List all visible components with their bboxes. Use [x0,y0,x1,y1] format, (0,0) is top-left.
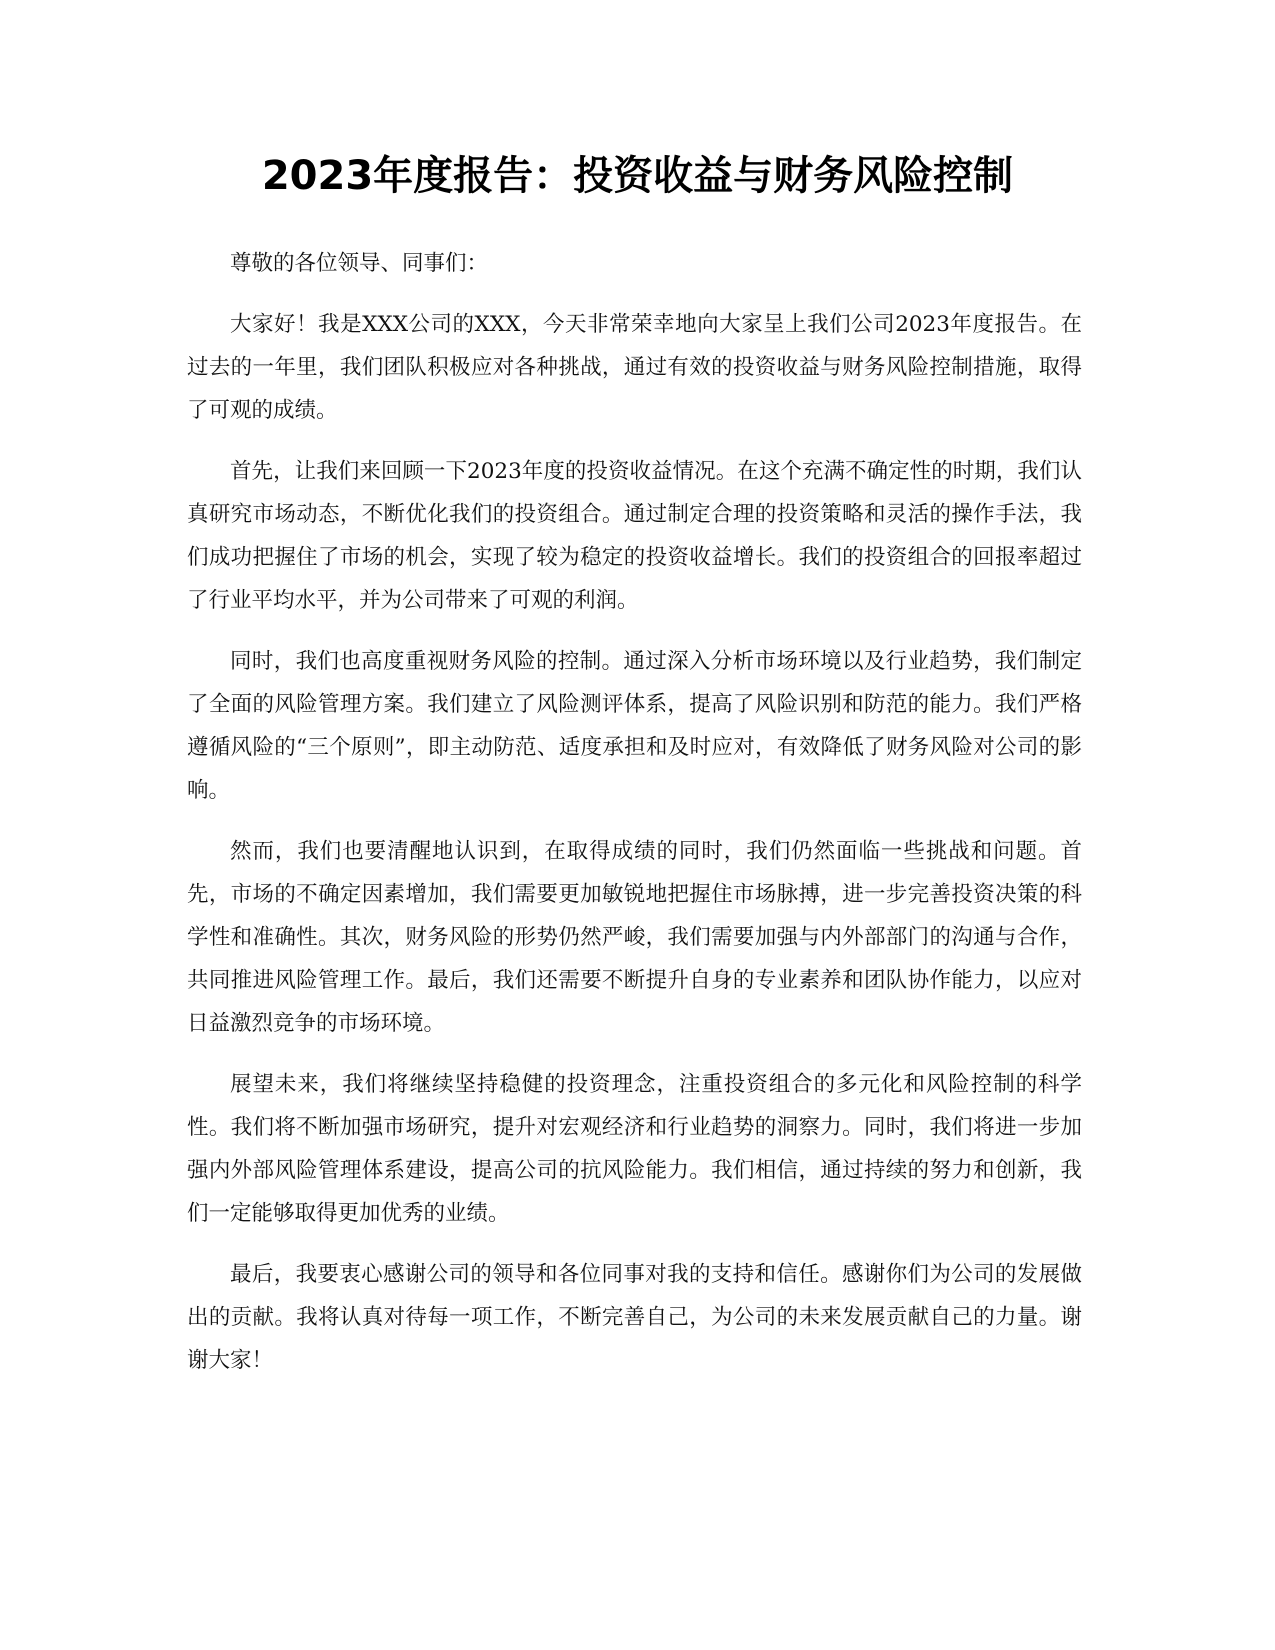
paragraph-thanks: 最后，我要衷心感谢公司的领导和各位同事对我的支持和信任。感谢你们为公司的发展做出的贡献。我将认真对待每一项工作，不断完善自己，为公司的未来发展贡献自己的力量。谢谢大家！ [187,1262,1082,1373]
document-body [187,242,1082,1400]
paragraph-challenges: 然而，我们也要清醒地认识到，在取得成绩的同时，我们仍然面临一些挑战和问题。首先，市场的不确定因素增加，我们需要更加敏锐地把握住市场脉搏，进一步完善投资决策的科学性和准确性。其次，财务风险的形势仍然严峻，我们需要加强与内外部部门的沟通与合作，共同推进风险管理工作。最后，我们还需要不断提升自身的专业素养和团队协作能力，以应对日益激烈竞争的市场环境。 [187,839,1082,1036]
paragraph-outlook: 展望未来，我们将继续坚持稳健的投资理念，注重投资组合的多元化和风险控制的科学性。我们将不断加强市场研究，提升对宏观经济和行业趋势的洞察力。同时，我们将进一步加强内外部风险管理体系建设，提高公司的抗风险能力。我们相信，通过持续的努力和创新，我们一定能够取得更加优秀的业绩。 [187,1072,1082,1226]
document-title: 2023年度报告：投资收益与财务风险控制 [261,153,1014,199]
salutation: 尊敬的各位领导、同事们： [230,251,489,276]
paragraph-risk-control: 同时，我们也高度重视财务风险的控制。通过深入分析市场环境以及行业趋势，我们制定了全面的风险管理方案。我们建立了风险测评体系，提高了风险识别和防范的能力。我们严格遵循风险的“三个原则”，即主动防范、适度承担和及时应对，有效降低了财务风险对公司的影响。 [187,649,1082,803]
paragraph-intro: 大家好！我是XXX公司的XXX，今天非常荣幸地向大家呈上我们公司2023年度报告。在过去的一年里，我们团队积极应对各种挑战，通过有效的投资收益与财务风险控制措施，取得了可观的成绩。 [187,312,1082,423]
paragraph-investment-returns: 首先，让我们来回顾一下2023年度的投资收益情况。在这个充满不确定性的时期，我们认真研究市场动态，不断优化我们的投资组合。通过制定合理的投资策略和灵活的操作手法，我们成功把握住了市场的机会，实现了较为稳定的投资收益增长。我们的投资组合的回报率超过了行业平均水平，并为公司带来了可观的利润。 [187,459,1082,613]
